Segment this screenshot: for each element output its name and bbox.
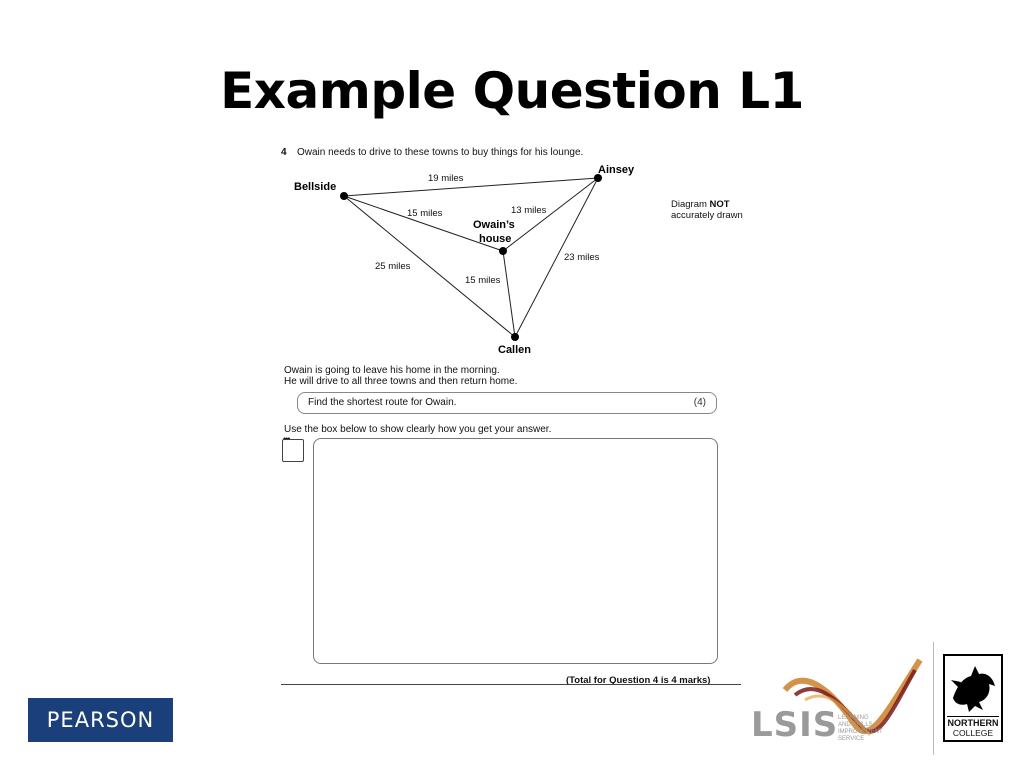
lsis-sub-line: LEARNING: [838, 715, 869, 721]
pearson-logo-text: PEARSON: [46, 708, 155, 732]
northern-line1: NORTHERN: [947, 718, 999, 728]
slide-title: Example Question L1: [220, 62, 804, 120]
dist-house-ainsey: 13 miles: [511, 205, 547, 216]
route-diagram: [280, 160, 660, 360]
notepad-rings: •••: [283, 434, 290, 444]
diagram-note-bold: NOT: [709, 199, 730, 210]
label-callen: Callen: [498, 344, 532, 356]
lsis-logo: [745, 655, 925, 750]
label-ainsey: Ainsey: [598, 164, 635, 176]
task-marks: (4): [693, 397, 706, 408]
dist-bellside-house: 15 miles: [407, 208, 443, 219]
dist-ainsey-callen: 23 miles: [564, 252, 600, 263]
node-bellside: [340, 192, 348, 200]
diagram-note-prefix: Diagram: [671, 199, 710, 210]
notepad-icon: [282, 439, 304, 462]
task-box: [297, 392, 717, 414]
instruction-text: Use the box below to show clearly how you get your answer.: [284, 424, 552, 435]
dist-bellside-callen: 25 miles: [375, 261, 411, 272]
northern-college-logo: [943, 654, 1003, 742]
lsis-subtitle: [838, 715, 883, 743]
question-number: 4: [281, 147, 287, 158]
edge-house-callen: [503, 251, 515, 337]
label-house-line1: Owain’s: [473, 219, 515, 231]
para-line2: He will drive to all three towns and then return home.: [284, 376, 518, 387]
footer-rule: [281, 684, 741, 685]
lsis-sub-line: IMPROVEMENT: [838, 729, 883, 735]
lsis-sub-line: AND SKILLS: [838, 722, 873, 728]
label-house-line2: house: [479, 233, 512, 245]
pearson-logo: [28, 698, 173, 742]
northern-divider: [947, 716, 999, 717]
lsis-text: LSIS: [751, 705, 839, 745]
dist-house-callen: 15 miles: [465, 275, 501, 286]
label-bellside: Bellside: [294, 181, 337, 193]
diagram-note: [671, 199, 743, 221]
node-callen: [511, 333, 519, 341]
dragon-crest-icon: [945, 658, 1001, 716]
para-line1: Owain is going to leave his home in the morning.: [284, 365, 500, 376]
edge-bellside-ainsey: [344, 178, 598, 196]
answer-box[interactable]: [313, 438, 718, 664]
question-text: Owain needs to drive to these towns to buy things for his lounge.: [297, 147, 584, 158]
question-paragraph: [284, 365, 517, 387]
node-house: [499, 247, 507, 255]
task-text: Find the shortest route for Owain.: [308, 397, 457, 408]
dist-bellside-ainsey: 19 miles: [428, 173, 464, 184]
total-marks: (Total for Question 4 is 4 marks): [566, 675, 711, 686]
logo-divider: [933, 642, 934, 755]
diagram-note-line2: accurately drawn: [671, 210, 743, 221]
northern-line2: COLLEGE: [952, 728, 994, 738]
lsis-sub-line: SERVICE: [838, 736, 865, 742]
